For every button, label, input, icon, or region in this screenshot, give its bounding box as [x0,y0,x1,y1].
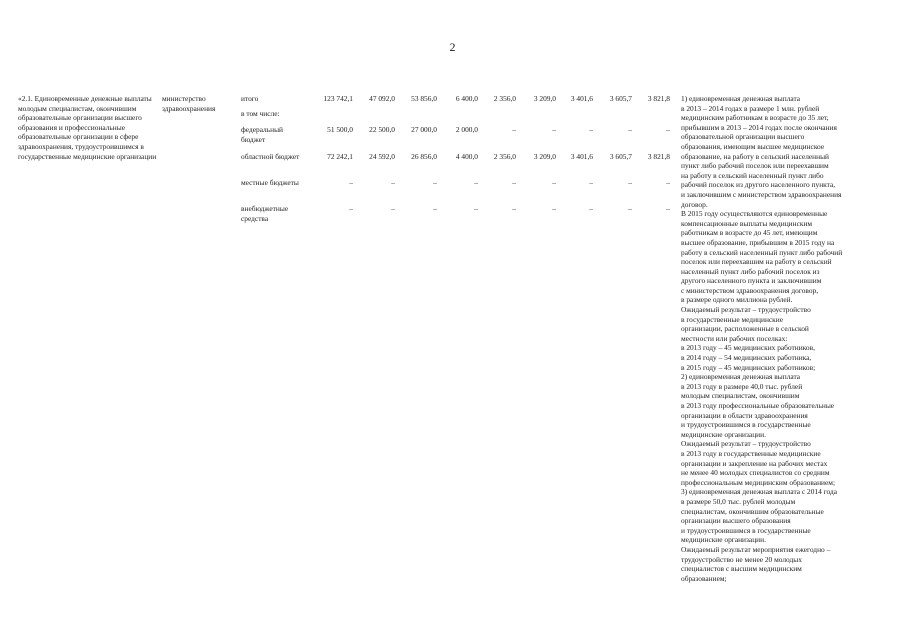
funding-amount-cell: 3 605,7 [609,94,632,103]
expected-result-text: 1) единовременная денежная выплата в 2013 – 2014 годах в размере 1 млн. рублей медицинским работникам в возрасте до 35 лет, прибывшим в 2013 – 2014 годах после окончания образовательной организации высшего образования, имеющим высшее медицинское образование, на работу в сельский населенный пункт либо рабочий поселок или переехавшим на работу в сельский населенный пункт либо рабочий поселок из другого населенного пункта, и заключившим с министерством здравоохранения договор. В 2015 году осуществляются единовременные компенсационные выплаты медицинским работникам в возрасте до 45 лет, имеющим высшее образование, прибывшим в 2015 году на работу в сельский населенный пункт либо рабочий поселок или переехавшим на работу в сельский населенный пункт либо рабочий поселок из другого населенного пункта и заключившим с министерством здравоохранения договор, в размере одного миллиона рублей. Ожидаемый результат – трудоустройство в государственные медицинские организации, расположенные в сельской местности или рабочих поселках: в 2013 году – 45 медицинских работников, в 2014 году – 54 медицинских работника, в 2015 году – 45 медицинских работников; 2) единовременная денежная выплата в 2013 году в размере 40,0 тыс. рублей молодым специалистам, окончившим в 2013 году профессиональные образовательные организации в области здравоохранения и трудоустроившимся в государственные медицинские организации. Ожидаемый результат – трудоустройство в 2013 году в государственные медицинские организации и закрепление на рабочих местах не менее 40 молодых специалистов со средним профессиональным медицинским образованием; 3) единовременная денежная выплата с 2014 года в размере 50,0 тыс. рублей молодым специалистам, окончившим образовательные организации высшего образования и трудоустроившимся в государственные медицинские организации. Ожидаемый результат мероприятия ежегодно – трудоустройство не менее 20 молодых специалистов с высшим медицинским образованием; [681,94,843,583]
funding-amount-cell: – [666,178,670,187]
funding-amount-cell: – [433,204,437,213]
funding-amount-cell: 3 821,8 [647,94,670,103]
funding-amount-cell: 4 400,0 [455,152,478,161]
funding-amount-cell: 2 000,0 [455,125,478,134]
funding-amount-cell: 2 356,0 [493,152,516,161]
funding-source-label: в том числе: [241,109,280,118]
funding-amount-cell: 3 209,0 [533,152,556,161]
funding-amount-cell: – [552,178,556,187]
funding-amount-cell: 2 356,0 [493,94,516,103]
funding-amount-cell: 3 401,6 [570,94,593,103]
funding-amount-cell: – [349,178,353,187]
funding-amount-cell: 26 856,0 [411,152,437,161]
funding-amount-cell: 53 856,0 [411,94,437,103]
funding-source-label: областной бюджет [241,152,300,161]
funding-amount-cell: – [391,178,395,187]
funding-amount-cell: – [474,178,478,187]
funding-source-label: местные бюджеты [241,178,299,187]
funding-source-label: федеральный бюджет [241,125,283,144]
funding-source-label: итого [241,94,259,103]
funding-amount-cell: – [512,204,516,213]
funding-amount-cell: – [589,178,593,187]
funding-amount-cell: – [433,178,437,187]
funding-amount-cell: 22 500,0 [369,125,395,134]
funding-amount-cell: 6 400,0 [455,94,478,103]
program-item-text: «2.1. Единовременные денежные выплаты молодым специалистам, окончившим образовательные организации высшего образования и профессиональные образовательные организации в сфере здравоохранения, трудоустроившимся в государственные медицинские организации [18,94,157,161]
funding-amount-cell: – [589,204,593,213]
funding-amount-cell: 3 821,8 [647,152,670,161]
funding-amount-cell: 123 742,1 [323,94,353,103]
funding-amount-cell: – [628,204,632,213]
funding-amount-cell: – [628,178,632,187]
funding-amount-cell: – [666,204,670,213]
funding-amount-cell: – [512,125,516,134]
funding-amount-cell: – [349,204,353,213]
funding-source-label: внебюджетные средства [241,204,289,223]
funding-amount-cell: – [391,204,395,213]
funding-amount-cell: – [628,125,632,134]
funding-amount-cell: 72 242,1 [327,152,353,161]
funding-amount-cell: 27 000,0 [411,125,437,134]
funding-amount-cell: – [666,125,670,134]
funding-amount-cell: 51 500,0 [327,125,353,134]
funding-amount-cell: – [474,204,478,213]
funding-amount-cell: 3 401,6 [570,152,593,161]
funding-amount-cell: – [589,125,593,134]
executor-text: министерство здравоохранения [162,94,216,113]
funding-amount-cell: – [552,125,556,134]
funding-amount-cell: 24 592,0 [369,152,395,161]
funding-amount-cell: – [512,178,516,187]
funding-amount-cell: 47 092,0 [369,94,395,103]
funding-amount-cell: 3 605,7 [609,152,632,161]
page-number: 2 [449,40,456,54]
funding-amount-cell: 3 209,0 [533,94,556,103]
funding-amount-cell: – [552,204,556,213]
